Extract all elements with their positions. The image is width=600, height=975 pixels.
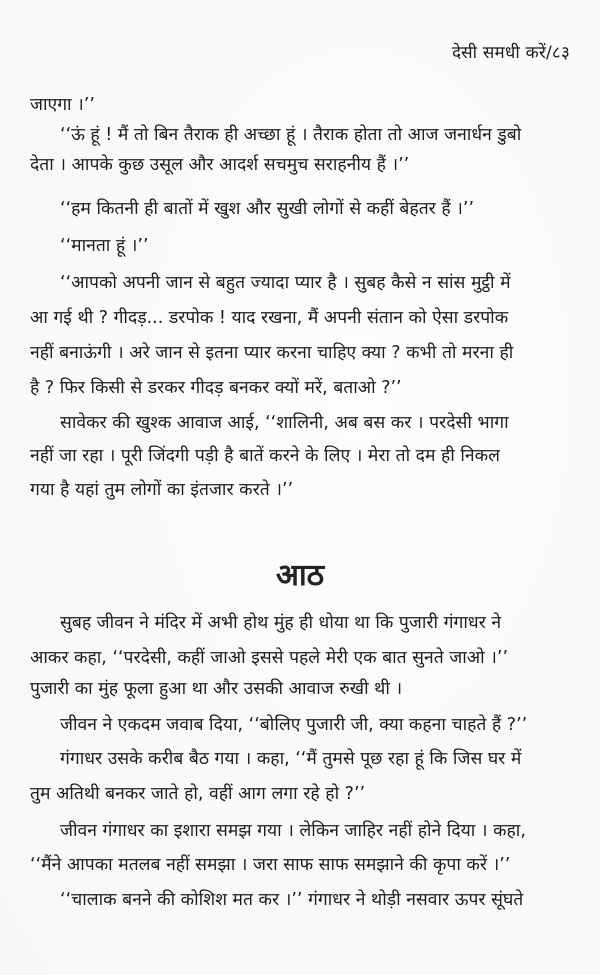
- text-line: आ गई थी ? गीदड़... डरपोक ! याद रखना, मैं अपनी संतान को ऐसा डरपोक: [30, 308, 509, 328]
- text-line: ‘‘आपको अपनी जान से बहुत ज्यादा प्यार है । सुबह कैसे न सांस मुट्ठी में: [60, 273, 511, 293]
- text-line: सावेकर की खुश्क आवाज आई, ‘‘शालिनी, अब बस कर । परदेसी भागा: [60, 413, 509, 433]
- text-line: पुजारी का मुंह फूला हुआ था और उसकी आवाज रुखी थी ।: [30, 679, 403, 699]
- text-line: ‘‘ऊं हूं ! मैं तो बिन तैराक ही अच्छा हूं । तैराक होता तो आज जनार्धन डुबो: [60, 125, 522, 145]
- text-line: नहीं बनाऊंगी । अरे जान से इतना प्यार करना चाहिए क्या ? कभी तो मरना ही: [30, 343, 514, 363]
- text-line: नहीं जा रहा । पूरी जिंदगी पड़ी है बातें करने के लिए । मेरा तो दम ही निकल: [30, 446, 500, 466]
- text-line: ‘‘मैंने आपका मतलब नहीं समझा । जरा साफ साफ समझाने की कृपा करें ।’’: [30, 855, 511, 875]
- running-head: देसी समधी करें/८३: [451, 43, 570, 63]
- text-line: है ? फिर किसी से डरकर गीदड़ बनकर क्यों मरें, बताओ ?’’: [30, 378, 402, 398]
- text-line: आकर कहा, ‘‘परदेसी, कहीं जाओ इससे पहले मेरी एक बात सुनते जाओ ।’’: [30, 648, 509, 668]
- chapter-title: आठ: [275, 558, 325, 593]
- text-line: गया है यहां तुम लोगों का इंतजार करते ।’’: [30, 480, 294, 500]
- text-line: देता । आपके कुछ उसूल और आदर्श सचमुच सराहनीय हैं ।’’: [30, 155, 410, 175]
- text-line: जीवन गंगाधर का इशारा समझ गया । लेकिन जाहिर नहीं होने दिया । कहा,: [60, 821, 526, 841]
- text-line: सुबह जीवन ने मंदिर में अभी होथ मुंह ही धोया था कि पुजारी गंगाधर ने: [60, 613, 502, 633]
- text-line: तुम अतिथी बनकर जाते हो, वहीं आग लगा रहे हो ?’’: [30, 784, 366, 804]
- text-line: जीवन ने एकदम जवाब दिया, ‘‘बोलिए पुजारी जी, क्या कहना चाहते हैं ?’’: [60, 715, 528, 735]
- text-line: ‘‘चालाक बनने की कोशिश मत कर ।’’ गंगाधर ने थोड़ी नसवार ऊपर सूंघते: [60, 890, 524, 910]
- text-line: ‘‘मानता हूं ।’’: [60, 236, 149, 256]
- text-line: जाएगा ।’’: [30, 95, 95, 115]
- text-line: ‘‘हम कितनी ही बातों में खुश और सुखी लोगों से कहीं बेहतर हैं ।’’: [60, 199, 475, 219]
- text-line: गंगाधर उसके करीब बैठ गया । कहा, ‘‘मैं तुमसे पूछ रहा हूं कि जिस घर में: [60, 749, 522, 769]
